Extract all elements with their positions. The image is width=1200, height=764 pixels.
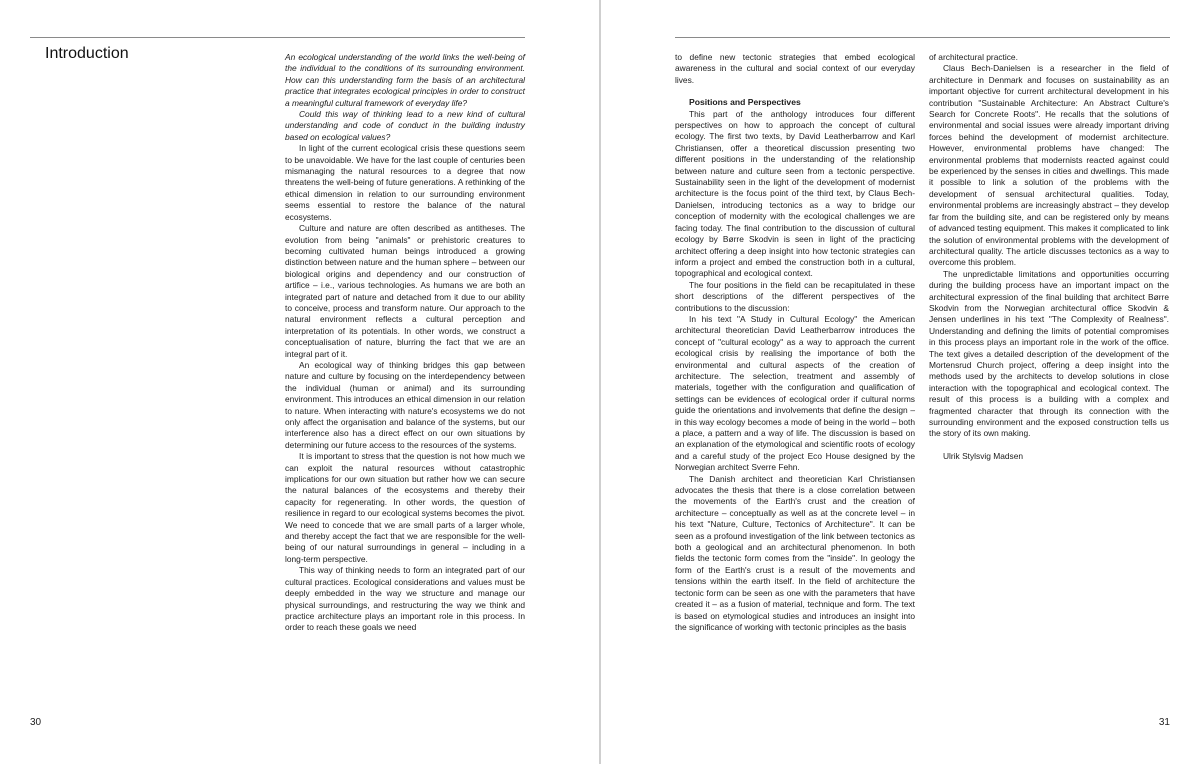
chapter-heading: Introduction [45, 45, 129, 62]
right-text-column-1 [675, 52, 915, 633]
body-paragraph: Claus Bech-Danielsen is a researcher in the field of architecture in Denmark and focuses on sustainability as an important objective for current architectural development in his contribution "Sustainable Architecture: An Abstract Culture's Search for Concrete Roots". He recalls that the solutions of environmental and social issues were already important driving forces behind the development of modernist architecture. However, environmental problems have changed: The environmental problems that modernists reacted against could be experienced by the senses in cities and dwellings. This made it possible to link a solution of the problems with the development of sensual architectural qualities. Today, environmental problems are increasingly abstract – they develop far from the building site, and can be registered only by means of advanced testing equipment. This makes it complicated to link the solution of environmental problems with the development of architectural quality. The article discusses tectonics as a way to overcome this problem. [929, 63, 1169, 268]
right-text-column-2 [929, 52, 1169, 462]
intro-paragraph: An ecological understanding of the world links the well-being of the individual to the conditions of its surrounding environment. How can this understanding form the basis of an architectural practice that integrates ecological principles in order to construct a meaningful cultural framework of everyday life? [285, 52, 525, 108]
continued-paragraph: of architectural practice. [929, 52, 1018, 62]
body-paragraph: Culture and nature are often described as antitheses. The evolution from being "animals" or prehistoric creatures to becoming cultivated human beings introduced a growing distinction between nature and the human sphere – between our biological origins and dependency and our construction of artifice – i.e., various technologies. As humans we are both an integrated part of nature and detached from it due to our ability to conceive, process and transform nature. Our approach to the natural environment reflects a cultural perception and interpretation of its potentials. In other words, we construct a conceptualisation of nature, blurring the fact that we are an integral part of it. [285, 223, 525, 359]
section-heading: Positions and Perspectives [689, 97, 801, 108]
left-header-rule [30, 37, 525, 38]
body-paragraph: In light of the current ecological crisis these questions seem to be unavoidable. We have for the last couple of centuries been mismanaging the natural resources to a degree that now threatens the well-being of future generations. A rethinking of the ethical dimension in relation to our surrounding environment seems essential to restore the balance of the natural ecosystems. [285, 143, 525, 222]
left-text-column [285, 52, 525, 634]
page-number-left: 30 [30, 717, 42, 728]
body-paragraph: The Danish architect and theoretician Karl Christiansen advocates the thesis that there is a close correlation between the movements of the Earth's crust and the creation of architecture – conceptually as well as at the concrete level – in his text "Nature, Culture, Tectonics of Architecture". It can be seen as a profound investigation of the link between tectonics as both a geological and an architectural phenomenon. In both fields the tectonic form comes from the "inside". In geology the form of the Earth's crust is a result of the movements and tensions within the earth itself. In the field of architecture the tectonic form can be seen as one with the parameters that have created it – as a fusion of material, technique and form. The text is based on etymological studies and introduces an insight into the significance of working with tectonic principles as the basis [675, 473, 915, 632]
continued-paragraph: to define new tectonic strategies that embed ecological awareness in the cultural and social context of our everyday lives. [675, 52, 915, 85]
body-paragraph: This part of the anthology introduces four different perspectives on how to approach the concept of cultural ecology. The first two texts, by David Leatherbarrow and Karl Christiansen, offer a theoretical discussion presenting two different positions in the understanding of the relationship between nature and culture seen from a tectonic perspective. Sustainability seen in the light of the development of modernist architecture is the focus point of the third text, by Claus Bech-Danielsen, introducing tectonics as a way to bridge our conception of modernity with the ecological challenges we are facing today. The final contribution to the discussion of cultural ecology by Børre Skodvin is seen in light of the practicing architect offering a deep insight into how tectonic strategies can inform a project and embed the construction both in a cultural, topographical and ecological context. [675, 108, 915, 279]
right-header-rule [675, 37, 1170, 38]
body-paragraph: The four positions in the field can be recapitulated in these short descriptions of the different perspectives of the contributions to the discussion: [675, 279, 915, 313]
page-number-right: 31 [1158, 717, 1170, 728]
body-paragraph: It is important to stress that the question is not how much we can exploit the natural resources without catastrophic implications for our own situation but rather how we can secure the natural balances of the ecosystems and thereby their capacity for regenerating. In other words, the question of resilience in regard to our ecological systems becomes the pivot. We need to concede that we are small parts of a larger whole, and thereby accept the fact that we are responsible for the well-being of our natural surroundings in general – including in a long-term perspective. [285, 451, 525, 564]
body-paragraph: This way of thinking needs to form an integrated part of our cultural practices. Ecological considerations and values must be deeply embedded in the way we structure and manage our physical surroundings, and restructuring the way we think and practice architecture plays an important role in this process. In order to reach these goals we need [285, 565, 525, 633]
body-paragraph: The unpredictable limitations and opportunities occurring during the building process have an important impact on the architectural expression of the final building that architect Børre Skodvin from the Norwegian architectural office Skodvin & Jensen underlines in his text "The Complexity of Realness". Understanding and defining the limits of potential compromises in this process plays an important role in the work of the office. The text gives a detailed description of the development of the Mortensrud Church project, offering a deep insight into the methods used by the architects to develop solutions in close interaction with the topographical and ecological context. The result of this process is a building with a complex and fragmented character that through its connection with the surrounding environment and the exposed construction tells us the story of its own making. [929, 268, 1169, 439]
intro-question: Could this way of thinking lead to a new kind of cultural understanding and code of conduct in the building industry based on ecological values? [285, 109, 525, 142]
body-paragraph: An ecological way of thinking bridges this gap between nature and culture by focusing on the interdependency between the individual (human or animal) and its surrounding environment. This introduces an ethical dimension in our relation to nature. When interacting with nature's ecosystems we do not only affect the organisation and balance of the systems, but our interference also has a direct effect on our own situations by determining our future access to the resources of the systems. [285, 359, 525, 450]
body-paragraph: In his text "A Study in Cultural Ecology" the American architectural theoretician David Leatherbarrow introduces the concept of "cultural ecology" as a way to approach the current ecological crisis by realising the importance of both the environmental and cultural aspects of the creation of architecture. The selection, treatment and assembly of materials, together with the configuration and qualification of settings can be evidences of ecological order if cultural norms guide the orientations and involvements that define the design – in this way ecology becomes a mode of being in the world – both a place, a pattern and a way of life. The discussion is based on an explanation of the etymological and scientific roots of ecology and a careful study of the project Eco House designed by the Norwegian architect Sverre Fehn. [675, 313, 915, 473]
author-signature: Ulrik Stylsvig Madsen [943, 450, 1024, 461]
